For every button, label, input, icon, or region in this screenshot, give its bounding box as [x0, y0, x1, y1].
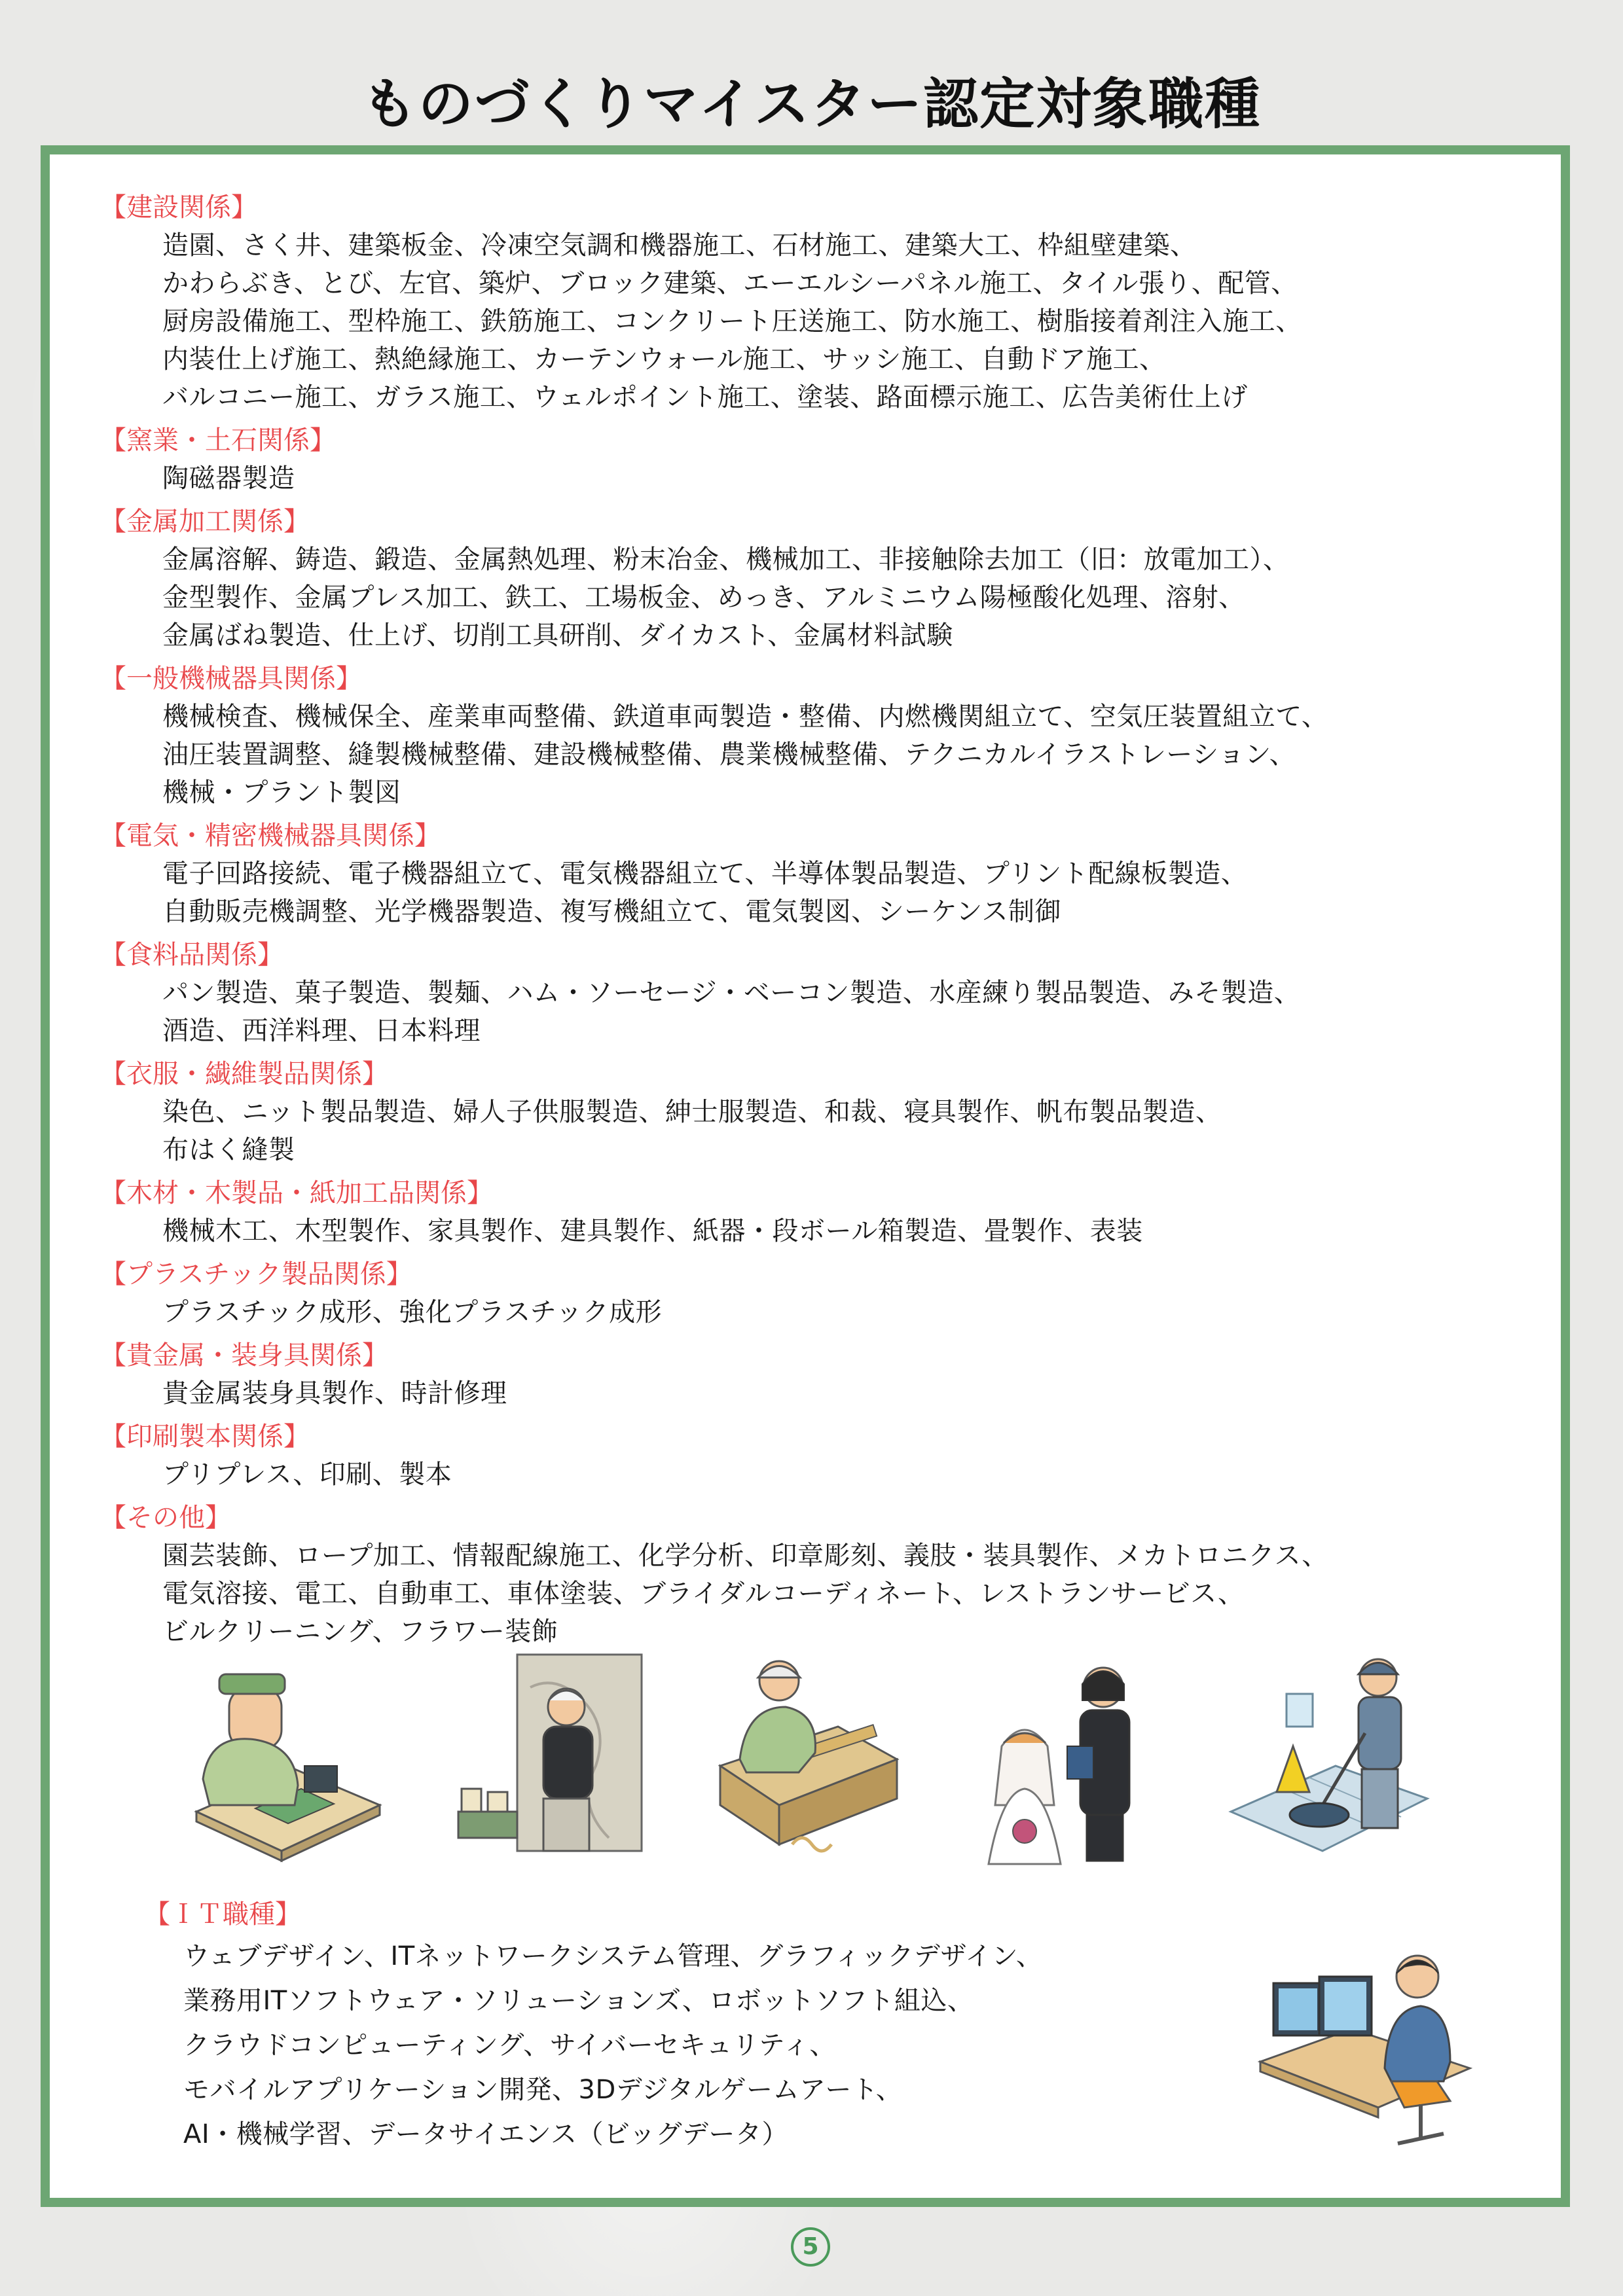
- category-list: [100, 188, 1527, 1656]
- category-line: 染色、ニット製品製造、婦人子供服製造、紳士服製造、和裁、寝具製作、帆布製品製造、: [162, 1097, 1222, 1127]
- category-food: [100, 936, 1527, 1050]
- category-ceramics: [100, 422, 1527, 497]
- category-line: 機械検査、機械保全、産業車両整備、鉄道車両製造・整備、内燃機関組立て、空気圧装置組立て、: [162, 702, 1328, 732]
- it-section: [144, 1895, 1322, 2157]
- category-line: 貴金属装身具製作、時計修理: [162, 1378, 507, 1408]
- illustration-row: [177, 1648, 1473, 1871]
- category-heading: 【木材・木製品・紙加工品関係】: [100, 1178, 493, 1208]
- category-electrical: [100, 817, 1527, 931]
- it-line: モバイルアプリケーション開発、3Dデジタルゲームアート、: [183, 2075, 903, 2105]
- category-line: 電子回路接続、電子機器組立て、電気機器組立て、半導体製品製造、プリント配線板製造、: [162, 859, 1248, 889]
- category-precious-metal: [100, 1336, 1527, 1412]
- category-line: 造園、さく井、建築板金、冷凍空気調和機器施工、石材施工、建築大工、枠組壁建築、: [162, 230, 1197, 260]
- category-heading: 【一般機械器具関係】: [100, 664, 362, 694]
- category-line: 機械・プラント製図: [162, 778, 401, 808]
- category-line: プリプレス、印刷、製本: [162, 1460, 452, 1490]
- category-line: 油圧装置調整、縫製機械整備、建設機械整備、農業機械整備、テクニカルイラストレーション、: [162, 740, 1296, 770]
- category-line: 自動販売機調整、光学機器製造、複写機組立て、電気製図、シーケンス制御: [162, 897, 1061, 927]
- plasterer-icon: [445, 1648, 655, 1871]
- category-heading: 【建設関係】: [100, 192, 257, 223]
- category-line: ビルクリーニング、フラワー装飾: [162, 1617, 558, 1647]
- category-line: 機械木工、木型製作、家具製作、建具製作、紙器・段ボール箱製造、畳製作、表装: [162, 1216, 1143, 1246]
- category-heading: 【窯業・土石関係】: [100, 425, 336, 456]
- category-wood: [100, 1174, 1527, 1250]
- category-line: 金属溶解、鋳造、鍛造、金属熱処理、粉末冶金、機械加工、非接触除去加工（旧：放電加工）、: [162, 545, 1290, 575]
- category-line: 金属ばね製造、仕上げ、切削工具研削、ダイカスト、金属材料試験: [162, 620, 953, 651]
- category-heading: 【衣服・繊維製品関係】: [100, 1059, 388, 1089]
- category-heading: 【貴金属・装身具関係】: [100, 1340, 388, 1371]
- category-heading: 【プラスチック製品関係】: [100, 1259, 412, 1289]
- it-line: AI・機械学習、データサイエンス（ビッグデータ）: [183, 2119, 788, 2149]
- category-line: 電気溶接、電工、自動車工、車体塗装、ブライダルコーディネート、レストランサービス、: [162, 1579, 1245, 1609]
- category-line: 酒造、西洋料理、日本料理: [162, 1016, 481, 1046]
- it-worker-icon: [1254, 1937, 1476, 2153]
- category-line: 陶磁器製造: [162, 463, 295, 493]
- building-cleaner-icon: [1224, 1648, 1434, 1871]
- category-line: バルコニー施工、ガラス施工、ウェルポイント施工、塗装、路面標示施工、広告美術仕上げ: [162, 382, 1248, 412]
- category-printing: [100, 1418, 1527, 1494]
- category-line: プラスチック成形、強化プラスチック成形: [162, 1297, 663, 1327]
- category-heading: 【印刷製本関係】: [100, 1422, 310, 1452]
- category-heading: 【食料品関係】: [100, 940, 283, 970]
- category-general-machinery: [100, 660, 1527, 812]
- category-line: 園芸装飾、ロープ加工、情報配線施工、化学分析、印章彫刻、義肢・装具製作、メカトロニクス、: [162, 1541, 1328, 1571]
- category-heading: 【その他】: [100, 1503, 231, 1533]
- category-line: 厨房設備施工、型枠施工、鉄筋施工、コンクリート圧送施工、防水施工、樹脂接着剤注入施工、: [162, 306, 1302, 336]
- category-plastic: [100, 1255, 1527, 1331]
- category-line: かわらぶき、とび、左官、築炉、ブロック建築、エーエルシーパネル施工、タイル張り、配管、: [162, 268, 1298, 298]
- electronics-assembly-worker-icon: [183, 1648, 393, 1871]
- page-title: ものづくりマイスター認定対象職種: [361, 72, 1262, 136]
- category-clothing: [100, 1055, 1527, 1169]
- page-number: 5: [791, 2227, 830, 2267]
- category-other: [100, 1499, 1527, 1651]
- category-line: 内装仕上げ施工、熱絶縁施工、カーテンウォール施工、サッシ施工、自動ドア施工、: [162, 344, 1166, 374]
- it-heading: 【ＩＴ職種】: [144, 1899, 301, 1929]
- category-line: パン製造、菓子製造、製麺、ハム・ソーセージ・ベーコン製造、水産練り製品製造、みそ製造、: [162, 978, 1301, 1008]
- it-line: ウェブデザイン、ITネットワークシステム管理、グラフィックデザイン、: [183, 1941, 1043, 1971]
- category-line: 金型製作、金属プレス加工、鉄工、工場板金、めっき、アルミニウム陽極酸化処理、溶射、: [162, 583, 1245, 613]
- category-heading: 【金属加工関係】: [100, 507, 310, 537]
- bridal-coordinator-icon: [962, 1648, 1172, 1871]
- category-metal: [100, 503, 1527, 655]
- it-line: 業務用ITソフトウェア・ソリューションズ、ロボットソフト組込、: [183, 1986, 974, 2016]
- category-heading: 【電気・精密機械器具関係】: [100, 821, 441, 851]
- it-line: クラウドコンピューティング、サイバーセキュリティ、: [183, 2030, 836, 2060]
- carpenter-icon: [701, 1648, 910, 1871]
- category-construction: [100, 188, 1527, 416]
- category-line: 布はく縫製: [162, 1135, 295, 1165]
